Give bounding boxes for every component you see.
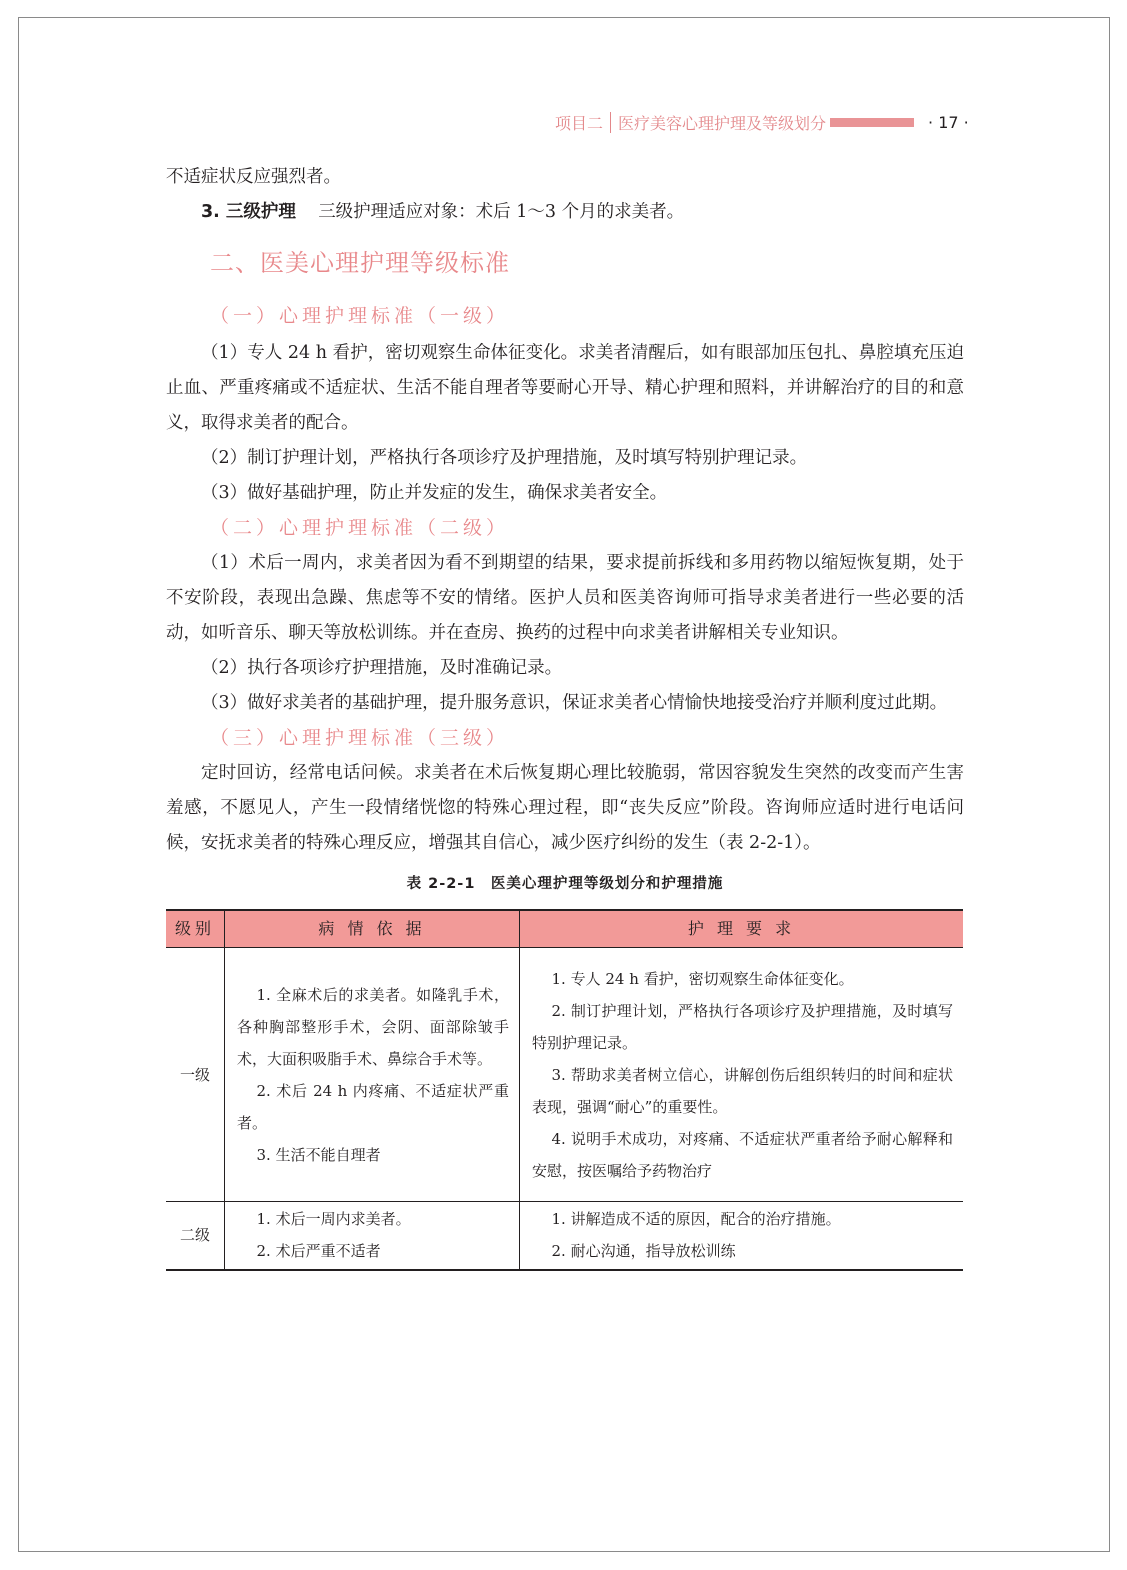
basis-item: 1. 全麻术后的求美者。如隆乳手术，各种胸部整形手术，会阴、面部除皱手术，大面积吸脂手术、鼻综合手术等。: [237, 986, 509, 1068]
cell-requirements: [520, 948, 964, 1202]
page-content: [166, 160, 964, 1271]
requirement-item: 4. 说明手术成功，对疼痛、不适症状严重者给予耐心解释和安慰，按医嘱给予药物治疗: [532, 1130, 953, 1180]
running-head-bar: [830, 118, 914, 127]
requirement-item: 2. 制订护理计划，严格执行各项诊疗及护理措施，及时填写特别护理记录。: [532, 1002, 953, 1052]
table-header-row: [166, 910, 963, 948]
level1-item: （3）做好基础护理，防止并发症的发生，确保求美者安全。: [201, 483, 668, 503]
level3-item: 定时回访，经常电话问候。求美者在术后恢复期心理比较脆弱，常因容貌发生突然的改变而产生害羞感，不愿见人，产生一段情绪恍惚的特殊心理过程，即“丧失反应”阶段。咨询师应适时进行电话问候，安抚求美者的特殊心理反应，增强其自信心，减少医疗纠纷的发生（表 2-2-1）。: [166, 763, 964, 853]
running-head: [555, 106, 1030, 138]
paragraph-continued: 不适症状反应强烈者。: [166, 167, 341, 187]
subheading-level3: （三）心理护理标准（三级）: [210, 727, 510, 749]
table-caption: 表 2-2-1 医美心理护理等级划分和护理措施: [406, 876, 724, 892]
cell-level: 一级: [166, 948, 225, 1202]
cell-level: 二级: [166, 1202, 225, 1271]
level1-item: （1）专人 24 h 看护，密切观察生命体征变化。求美者清醒后，如有眼部加压包扎、鼻腔填充压迫止血、严重疼痛或不适症状、生活不能自理者等要耐心开导、精心护理和照料，并讲解治疗的目的和意义，取得求美者的配合。: [166, 343, 964, 433]
level1-item: （2）制订护理计划，严格执行各项诊疗及护理措施，及时填写特别护理记录。: [201, 448, 808, 468]
page-number: · 17 ·: [928, 112, 969, 132]
header-level: 级别: [166, 910, 225, 948]
subheading-level2: （二）心理护理标准（二级）: [210, 517, 510, 539]
requirement-item: 3. 帮助求美者树立信心，讲解创伤后组织转归的时间和症状表现，强调“耐心”的重要性。: [532, 1066, 953, 1116]
running-head-project: 项目二: [555, 113, 604, 133]
table-row: [166, 948, 963, 1202]
basis-item: 2. 术后 24 h 内疼痛、不适症状严重者。: [237, 1082, 509, 1132]
header-basis: 病 情 依 据: [225, 910, 520, 948]
requirement-item: 1. 专人 24 h 看护，密切观察生命体征变化。: [551, 970, 854, 988]
cell-basis: [225, 1202, 520, 1271]
paragraph-label: 3. 三级护理: [201, 202, 296, 222]
basis-item: 2. 术后严重不适者: [256, 1242, 381, 1260]
requirement-item: 2. 耐心沟通，指导放松训练: [551, 1242, 736, 1260]
level2-item: （2）执行各项诊疗护理措施，及时准确记录。: [201, 658, 563, 678]
subheading-level1: （一）心理护理标准（一级）: [210, 305, 510, 327]
table-row: [166, 1202, 963, 1271]
basis-item: 3. 生活不能自理者: [256, 1146, 381, 1164]
requirement-item: 1. 讲解造成不适的原因，配合的治疗措施。: [551, 1210, 841, 1228]
level2-item: （1）术后一周内，求美者因为看不到期望的结果，要求提前拆线和多用药物以缩短恢复期，处于不安阶段，表现出急躁、焦虑等不安的情绪。医护人员和医美咨询师可指导求美者进行一些必要的活动，如听音乐、聊天等放松训练。并在查房、换药的过程中向求美者讲解相关专业知识。: [166, 553, 964, 643]
section-title: 二、医美心理护理等级标准: [210, 249, 510, 277]
level2-item: （3）做好求美者的基础护理，提升服务意识，保证求美者心情愉快地接受治疗并顺利度过此期。: [201, 693, 948, 713]
care-level-table: [166, 909, 963, 1271]
running-head-chapter: 医疗美容心理护理及等级划分: [618, 113, 827, 133]
header-requirements: 护 理 要 求: [520, 910, 964, 948]
paragraph-text: 三级护理适应对象：术后 1～3 个月的求美者。: [318, 202, 685, 222]
cell-basis: [225, 948, 520, 1202]
basis-item: 1. 术后一周内求美者。: [256, 1210, 411, 1228]
paragraph-level3-care: [166, 195, 964, 230]
cell-requirements: [520, 1202, 964, 1271]
running-head-divider: [610, 112, 611, 133]
